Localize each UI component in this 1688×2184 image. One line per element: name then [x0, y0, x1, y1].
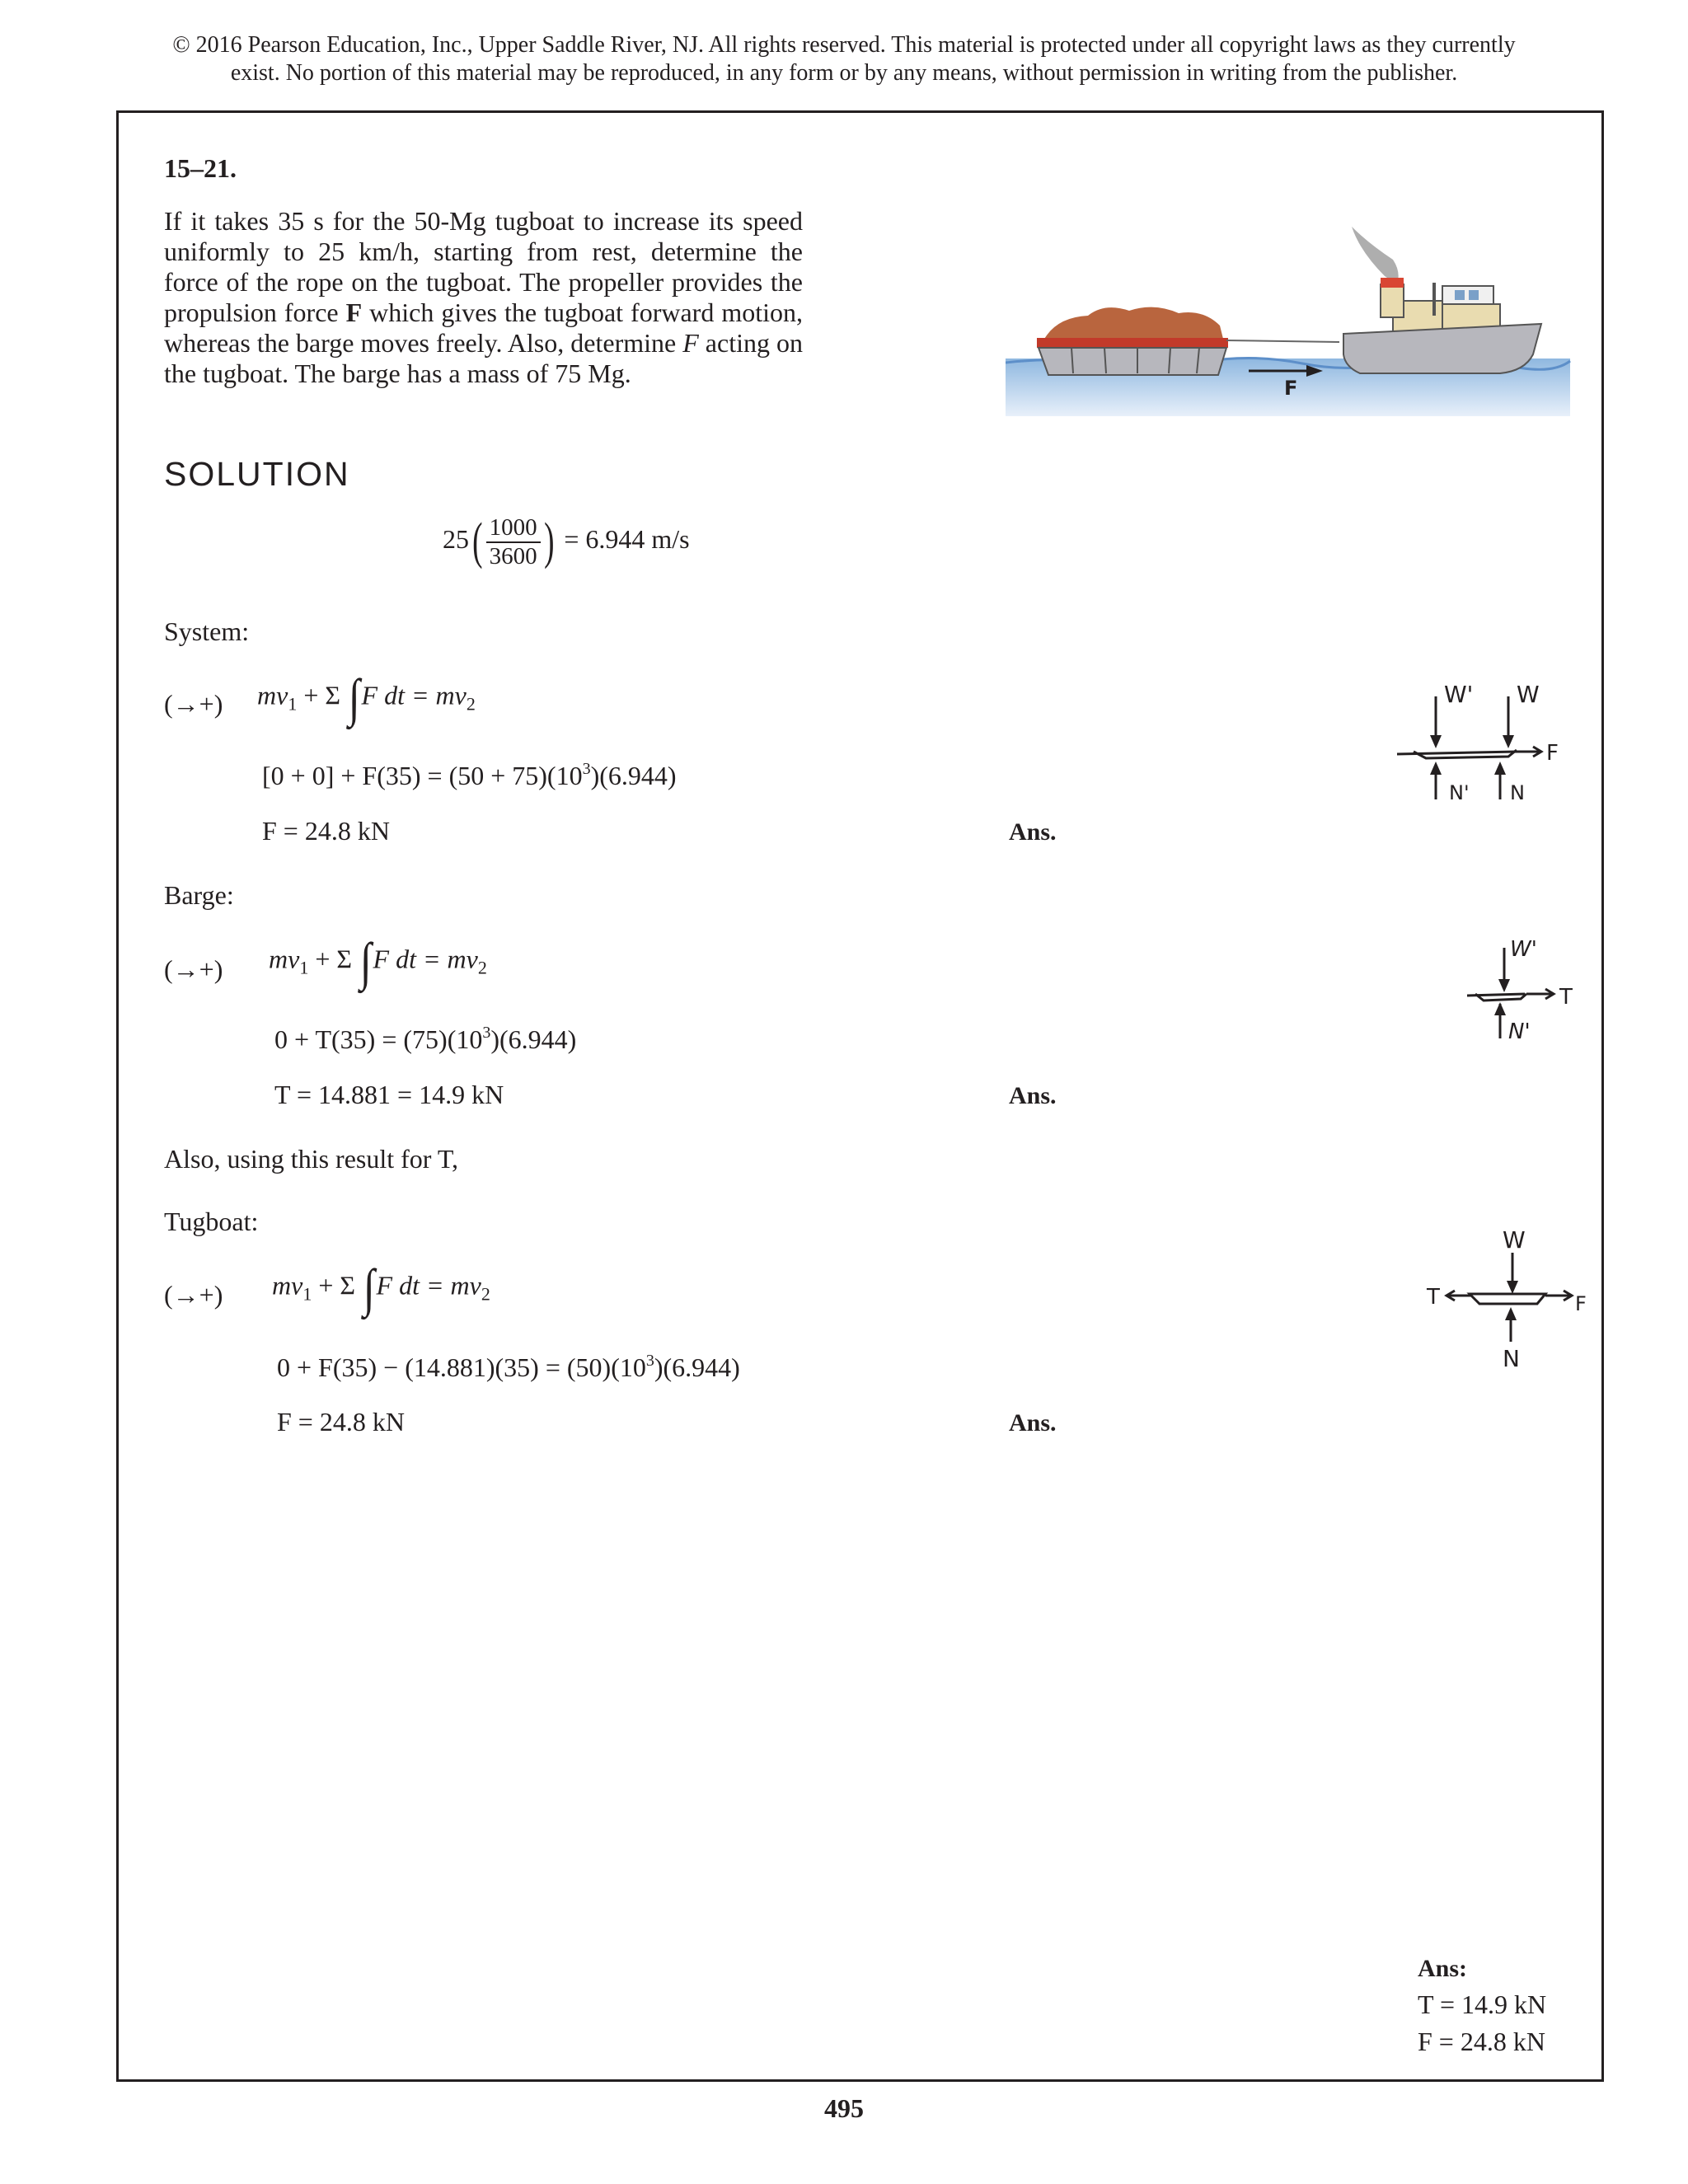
barge-eq2-b: )(6.944)	[490, 1024, 577, 1054]
answer-summary-force: F = 24.8 kN	[1418, 2027, 1545, 2056]
tugboat-substitution	[277, 1352, 740, 1383]
tugboat-eq-sub1: 1	[302, 1283, 312, 1305]
tugboat-eq-integral: F dt = mv	[376, 1270, 481, 1301]
tugboat-eq-mv: mv	[272, 1270, 303, 1301]
system-eq-mv: mv	[257, 680, 288, 710]
copyright-line-1: © 2016 Pearson Education, Inc., Upper Saddle River, NJ. All rights reserved. This material is protected under all copyright laws as they currently	[172, 32, 1516, 58]
solution-heading: SOLUTION	[164, 455, 350, 493]
barge-fbd-n-prime: N'	[1508, 1019, 1531, 1044]
barge-fbd-t: T	[1559, 985, 1573, 1010]
system-eq-sigma: + Σ	[297, 680, 340, 710]
answer-summary	[1418, 1955, 1546, 2057]
tugboat-barge-figure	[1006, 210, 1574, 416]
barge-result: T = 14.881 = 14.9 kN	[274, 1080, 504, 1109]
tugboat-eq2-a: 0 + F(35) − (14.881)(35) = (50)(10	[277, 1352, 646, 1382]
system-fbd-f: F	[1546, 741, 1559, 766]
conversion-fraction	[486, 514, 541, 570]
barge-eq-sub2: 2	[477, 957, 487, 978]
tugboat-answer-tag: Ans.	[1009, 1409, 1057, 1436]
tugboat-free-body-diagram	[1422, 1228, 1587, 1372]
conversion-denominator: 3600	[489, 542, 537, 569]
problem-number: 15–21.	[164, 153, 237, 183]
barge-eq2-a: 0 + T(35) = (75)(10	[274, 1024, 483, 1054]
tugboat-impulse-momentum-equation: $mv_1 + \Sigma$ ∫F dt = $mv_2$	[272, 1258, 490, 1317]
barge-free-body-diagram	[1459, 931, 1582, 1063]
tugboat-label: Tugboat:	[164, 1207, 259, 1236]
system-impulse-momentum-equation: $mv_1 + \Sigma$ ∫F dt = $mv_2$	[257, 668, 476, 727]
answer-summary-tension: T = 14.9 kN	[1418, 1990, 1547, 2019]
system-eq2-a: [0 + 0] + F(35) = (50 + 75)(10	[262, 761, 583, 790]
tugboat-eq-sigma: + Σ	[312, 1270, 355, 1301]
barge-direction: (→+)	[164, 954, 223, 984]
system-eq2-sup: 3	[582, 760, 591, 778]
system-eq2-b: )(6.944)	[590, 761, 677, 790]
system-fbd-w-prime: W'	[1444, 681, 1474, 708]
tugboat-eq-sub2: 2	[481, 1283, 490, 1305]
system-answer-tag: Ans.	[1009, 818, 1057, 846]
problem-statement	[164, 206, 803, 389]
tugboat-fbd-n: N	[1503, 1345, 1520, 1372]
tugboat-direction: (→+)	[164, 1280, 223, 1310]
system-result: F = 24.8 kN	[262, 816, 390, 846]
conversion-coefficient: 25	[443, 523, 469, 554]
conversion-result: = 6.944 m/s	[564, 523, 690, 554]
statement-italic-force: F	[682, 328, 699, 358]
barge-substitution	[274, 1024, 576, 1055]
system-fbd-n-prime: N'	[1449, 781, 1470, 804]
tugboat-fbd-f: F	[1575, 1292, 1587, 1315]
barge-eq-sigma: + Σ	[308, 944, 352, 974]
page-number: 495	[824, 2093, 864, 2123]
barge-eq-sub1: 1	[299, 957, 309, 978]
barge-label: Barge:	[164, 880, 234, 910]
also-note: Also, using this result for T,	[164, 1144, 459, 1174]
system-eq-integral: F dt = mv	[361, 680, 467, 710]
system-label: System:	[164, 616, 250, 646]
system-free-body-diagram	[1393, 676, 1574, 816]
system-fbd-w: W	[1517, 681, 1540, 708]
barge-answer-tag: Ans.	[1009, 1082, 1057, 1109]
system-fbd-n: N	[1510, 781, 1525, 804]
statement-part-1: If it takes 35 s for the 50-Mg tugboat to increase its speed uniformly to 25 km/h, starting from rest, determine the force of the rope on the tugboat. The propeller provides the propulsion force	[164, 206, 803, 327]
conversion-numerator: 1000	[486, 514, 541, 543]
speed-conversion: 25( $\frac{1000}{3600}$ ) = 6.944 m/s	[443, 513, 690, 569]
tugboat-eq2-sup: 3	[645, 1352, 654, 1370]
barge-eq-integral: F dt = mv	[373, 944, 478, 974]
system-eq-sub2: 2	[466, 693, 476, 715]
copyright-notice	[115, 31, 1573, 87]
copyright-line-2: exist. No portion of this material may be reproduced, in any form or by any means, without permission in writing from the publisher.	[230, 60, 1458, 86]
statement-part-2: which gives the tugboat forward motion, whereas the barge moves freely. Also, determine	[164, 298, 803, 358]
propulsion-force-label: F	[1284, 377, 1298, 400]
system-direction: (→+)	[164, 689, 223, 719]
barge-eq-mv: mv	[269, 944, 300, 974]
tugboat-eq2-b: )(6.944)	[654, 1352, 740, 1382]
statement-bold-force: F	[345, 298, 363, 327]
system-eq-sub1: 1	[288, 693, 298, 715]
barge-impulse-momentum-equation: $mv_1 + \Sigma$ ∫F dt = $mv_2$	[269, 932, 487, 991]
tugboat-fbd-t: T	[1427, 1285, 1440, 1310]
answer-summary-label: Ans:	[1418, 1955, 1468, 1982]
tugboat-fbd-w: W	[1503, 1228, 1526, 1254]
system-substitution	[262, 760, 677, 791]
barge-fbd-w-prime: W'	[1510, 937, 1537, 962]
statement-part-3: acting on the tugboat. The barge has a mass of 75 Mg.	[164, 328, 804, 388]
tugboat-result: F = 24.8 kN	[277, 1407, 405, 1436]
barge-eq2-sup: 3	[482, 1024, 491, 1042]
